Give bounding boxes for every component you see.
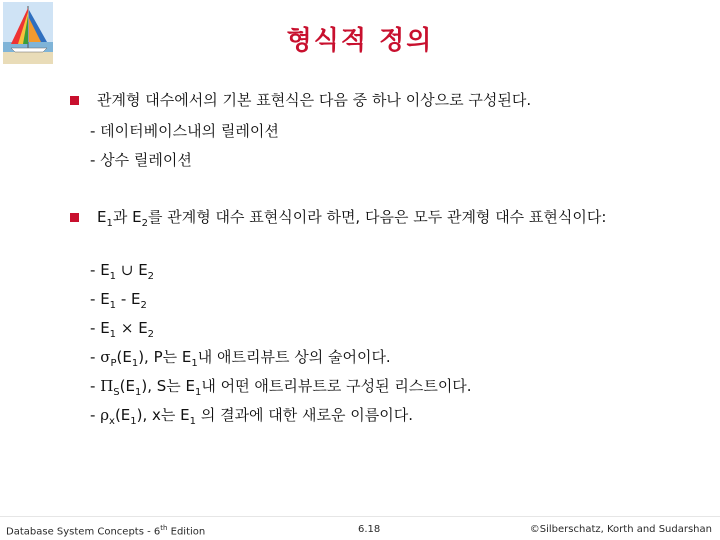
bullet-text: $E_1$과 $E_2$를 관계형 대수 표현식이라 하면, 다음은 모두 관계형 대수 표현식이다: — [97, 208, 607, 229]
sigma-symbol: σ — [100, 348, 111, 366]
union-symbol: ∪ — [120, 261, 134, 279]
expression-product: - $E_1 \times E_2$ — [90, 319, 155, 340]
expression-select: - $\sigma_P(E_1)$, P는 $E_1$내 애트리뷰트 상의 술어이다. — [90, 348, 391, 369]
expression-project: - $\Pi_S(E_1)$, S는 $E_1$내 어떤 애트리뷰트로 구성된 리스트이다. — [90, 377, 472, 398]
sub-item: - 상수 릴레이션 — [90, 151, 192, 169]
footer-copyright: ©Silberschatz, Korth and Sudarshan — [529, 524, 712, 535]
sub-item: - 데이터베이스내의 릴레이션 — [90, 122, 279, 140]
times-symbol: × — [120, 319, 134, 337]
pi-symbol: Π — [100, 377, 114, 395]
rho-symbol: ρ — [100, 406, 110, 424]
square-bullet-icon — [70, 96, 79, 105]
footer-divider — [0, 516, 720, 517]
footer-page-number: 6.18 — [358, 524, 381, 535]
expression-rename: - $\rho_x(E_1)$, x는 $E_1$ 의 결과에 대한 새로운 이름이다. — [90, 406, 414, 427]
expression-difference: - $E_1 - E_2$ — [90, 290, 147, 311]
square-bullet-icon — [70, 213, 79, 222]
footer-left: Database System Concepts - 6th Edition — [6, 524, 206, 538]
page-title: 형식적 정의 — [286, 26, 434, 56]
bullet-text: 관계형 대수에서의 기본 표현식은 다음 중 하나 이상으로 구성된다. — [97, 91, 532, 109]
expression-union: - $E_1$ ∪ $E_2$ — [90, 261, 155, 282]
